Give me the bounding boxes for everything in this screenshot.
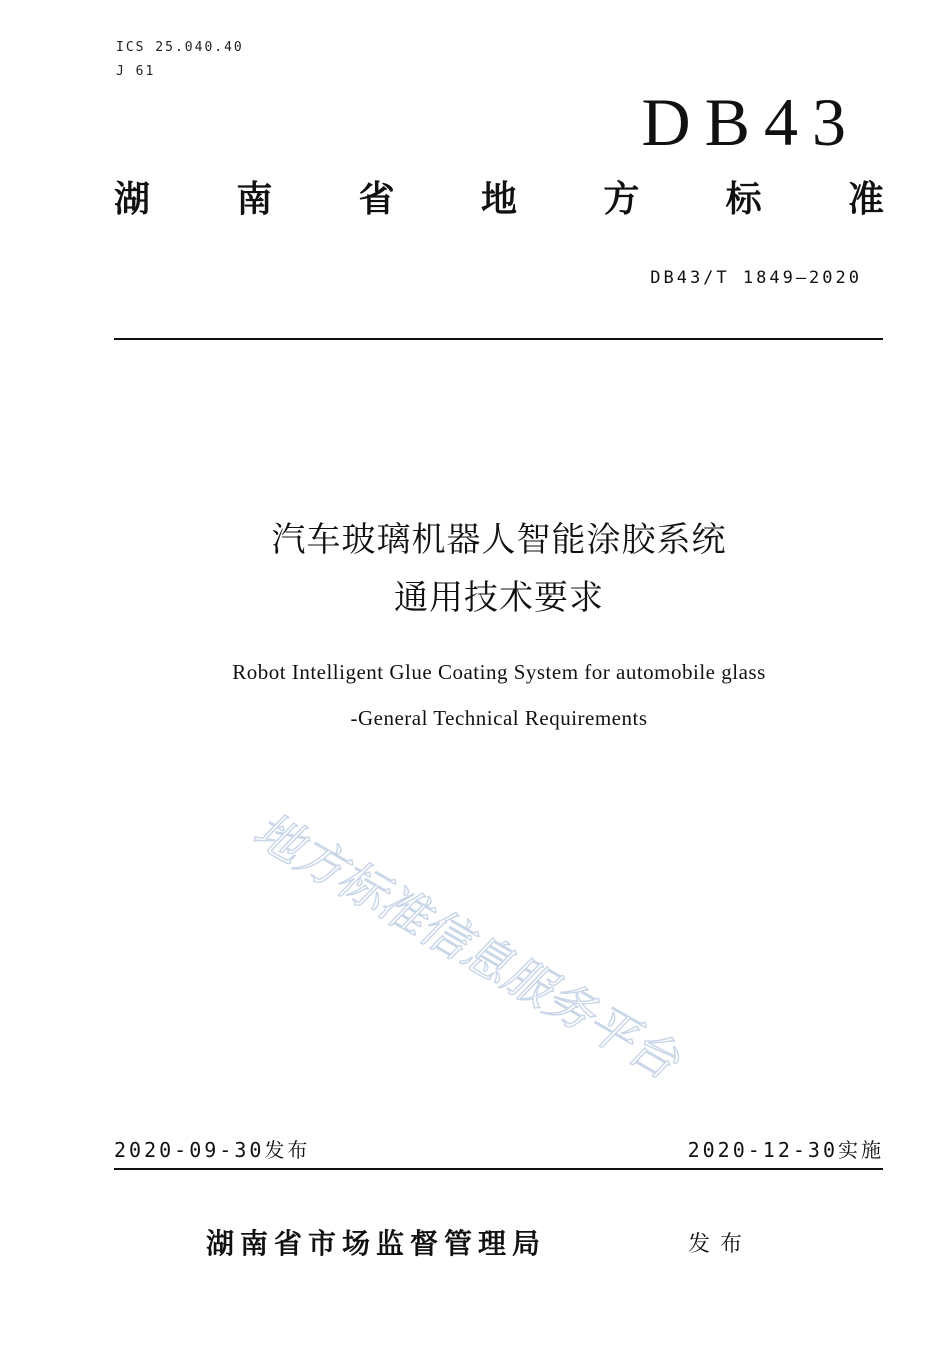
title-chinese-line1: 汽车玻璃机器人智能涂胶系统 — [271, 520, 727, 560]
standard-type-char: 准 — [847, 179, 884, 220]
ccs-code: J 61 — [116, 64, 156, 79]
title-english-line1: Robot Intelligent Glue Coating System for automobile glass — [232, 660, 766, 684]
standard-type — [114, 179, 884, 220]
standard-type-char: 湖 — [114, 179, 151, 220]
watermark-text: 地方标准信息服务平台 — [244, 801, 688, 1091]
standard-type-char: 南 — [236, 179, 273, 220]
title-english-line2: -General Technical Requirements — [350, 706, 648, 730]
standard-number: DB43/T 1849—2020 — [650, 268, 862, 288]
watermark — [240, 800, 800, 1120]
implementation-date: 2020-12-30实施 — [687, 1138, 884, 1162]
standard-type-char: 地 — [480, 179, 517, 220]
ics-code: ICS 25.040.40 — [116, 40, 244, 55]
standard-type-char: 标 — [725, 179, 762, 220]
db-code-logo: DB43 — [641, 84, 860, 160]
issue-label: 发布 — [688, 1232, 753, 1257]
standard-type-char: 省 — [358, 179, 395, 220]
standard-type-char: 方 — [603, 179, 640, 220]
top-divider — [114, 338, 883, 340]
issue-date: 2020-09-30发布 — [114, 1138, 311, 1162]
issuing-authority: 湖南省市场监督管理局 — [206, 1227, 547, 1260]
bottom-divider — [114, 1168, 883, 1170]
title-chinese-line2: 通用技术要求 — [394, 578, 604, 618]
